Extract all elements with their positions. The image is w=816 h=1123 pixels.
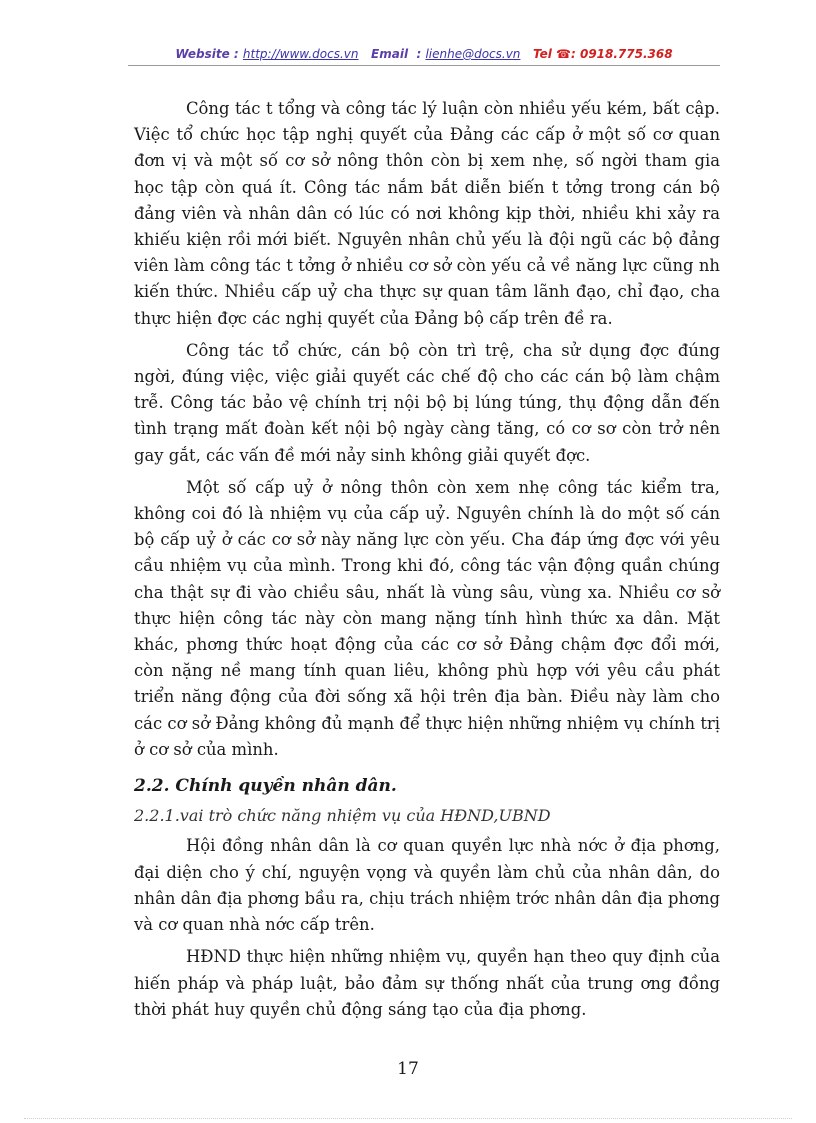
website-label: Website :: [175, 47, 239, 61]
paragraph: Hội đồng nhân dân là cơ quan quyền lực nhà nớc ở địa phơng, đại diện cho ý chí, nguyện vọng và quyền làm chủ của nhân dân, do nhân dân địa phơng bầu ra, chịu trách nhiệm trớc nhân dân địa phơng và cơ quan nhà nớc cấp trên.: [134, 836, 720, 935]
page-number: 17: [397, 1059, 419, 1079]
email-label: Email: [371, 47, 409, 61]
paragraph: Công tác tổ chức, cán bộ còn trì trệ, cha sử dụng đợc đúng ngời, đúng việc, việc giải quyết các chế độ cho các cán bộ làm chậm trễ. Công tác bảo vệ chính trị nội bộ bị lúng túng, thụ động dẫn đến tình trạng mất đoàn kết nội bộ ngày càng tăng, có cơ sơ còn trở nên gay gắt, các vấn đề mới nảy sinh không giải quyết đợc.: [134, 340, 720, 465]
phone-icon: ☎: [556, 47, 571, 61]
email-link[interactable]: lienhe@docs.vn: [425, 47, 521, 61]
paragraph: HĐND thực hiện những nhiệm vụ, quyền hạn theo quy định của hiến pháp và pháp luật, bảo đảm sự thống nhất của trung ơng đồng thời phát huy quyền chủ động sáng tạo của địa phơng.: [134, 947, 720, 1019]
website-link[interactable]: http://www.docs.vn: [242, 47, 359, 61]
subsection-heading: 2.2.1.vai trò chức năng nhiệm vụ của HĐND,UBND: [134, 806, 551, 826]
paragraph: Công tác t tổng và công tác lý luận còn nhiều yếu kém, bất cập. Việc tổ chức học tập nghị quyết của Đảng các cấp ở một số cơ quan đơn vị và một số cơ sở nông thôn còn bị xem nhẹ, số ngời tham gia học tập còn quá ít. Công tác nắm bắt diễn biến t tởng trong cán bộ đảng viên và nhân dân có lúc có nơi không kịp thời, nhiều khi xảy ra khiếu kiện rồi mới biết. Nguyên nhân chủ yếu là đội ngũ các bộ đảng viên làm công tác t tởng ở nhiều cơ sở còn yếu cả về năng lực cũng nh kiến thức. Nhiều cấp uỷ cha thực sự quan tâm lãnh đạo, chỉ đạo, cha thực hiện đợc các nghị quyết của Đảng bộ cấp trên đề ra.: [134, 99, 720, 328]
tel-label: Tel: [532, 47, 552, 61]
phone-number: : 0918.775.368: [571, 47, 673, 61]
page-content: [134, 96, 720, 1029]
header-divider: [128, 65, 720, 66]
section-heading: 2.2. Chính quyền nhân dân.: [134, 776, 397, 797]
footer-divider: [24, 1118, 792, 1119]
page-header: [128, 47, 720, 61]
paragraph: Một số cấp uỷ ở nông thôn còn xem nhẹ công tác kiểm tra, không coi đó là nhiệm vụ của cấp uỷ. Nguyên chính là do một số cán bộ cấp uỷ ở các cơ sở này năng lực còn yếu. Cha đáp ứng đợc với yêu cầu nhiệm vụ của mình. Trong khi đó, công tác vận động quần chúng cha thật sự đi vào chiều sâu, nhất là vùng sâu, vùng xa. Nhiều cơ sở thực hiện công tác này còn mang nặng tính hình thức xa dân. Mặt khác, phơng thức hoạt động của các cơ sở Đảng chậm đợc đổi mới, còn nặng nề mang tính quan liêu, không phù hợp với yêu cầu phát triển năng động của đời sống xã hội trên địa bàn. Điều này làm cho các cơ sở Đảng không đủ mạnh để thực hiện những nhiệm vụ chính trị ở cơ sở của mình.: [134, 477, 720, 759]
email-separator: :: [416, 47, 422, 61]
